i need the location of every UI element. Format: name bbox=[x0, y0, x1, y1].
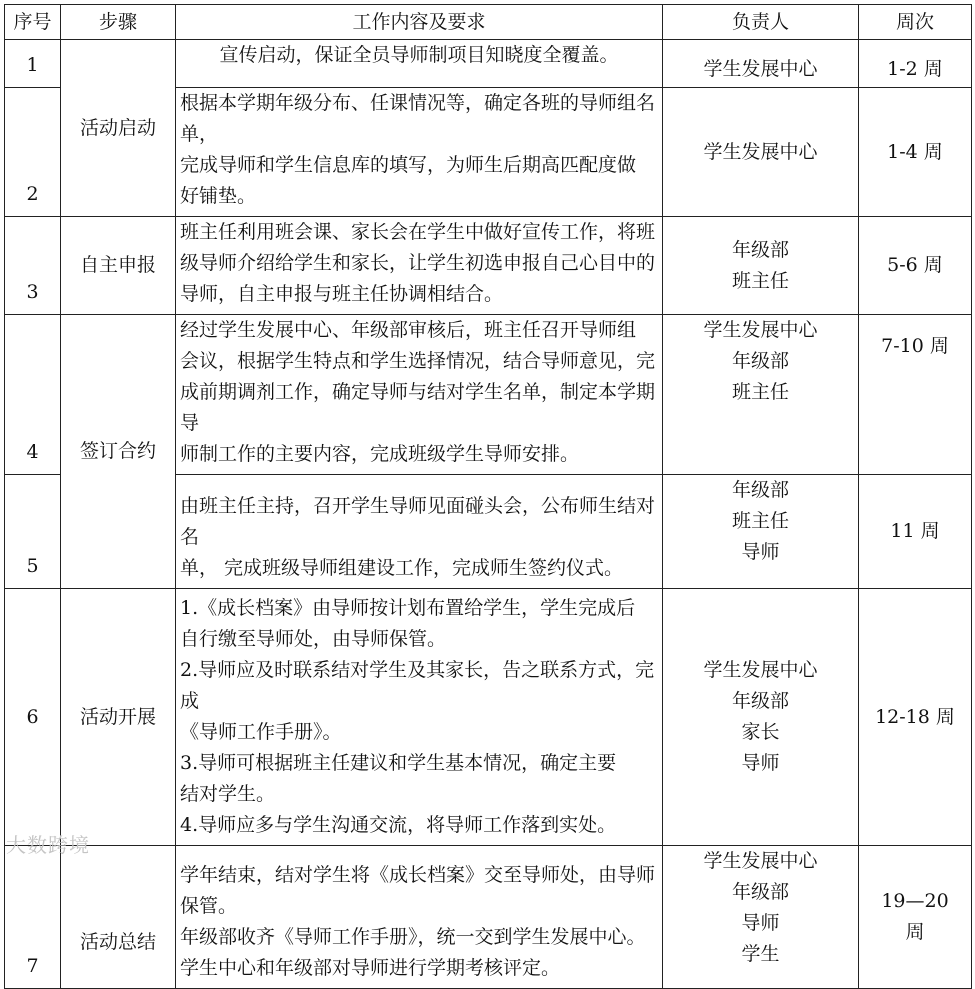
content-line: 单， 完成班级导师组建设工作，完成师生签约仪式。 bbox=[180, 557, 624, 579]
content-line: 班主任利用班会课、家长会在学生中做好宣传工作，将班 bbox=[180, 221, 656, 243]
step-cell: 自主申报 bbox=[61, 217, 176, 315]
content-line: 宣传启动，保证全员导师制项目知晓度全覆盖。 bbox=[219, 44, 619, 66]
week-cell: 1-4 周 bbox=[859, 88, 972, 217]
seq-cell: 2 bbox=[5, 88, 61, 217]
table-row bbox=[5, 846, 972, 989]
table-row bbox=[5, 589, 972, 846]
content-line: 师制工作的主要内容，完成班级学生导师安排。 bbox=[180, 443, 580, 465]
header-step: 步骤 bbox=[61, 5, 176, 40]
owner-line: 年级部 bbox=[731, 479, 789, 501]
owner-line: 学生发展中心 bbox=[703, 659, 818, 681]
content-line: 自行缴至导师处，由导师保管。 bbox=[180, 628, 447, 650]
content-cell bbox=[176, 589, 663, 846]
week-cell: 1-2 周 bbox=[859, 40, 972, 88]
owner-line: 年级部 bbox=[731, 350, 789, 372]
content-cell bbox=[176, 217, 663, 315]
owner-line: 年级部 bbox=[731, 238, 789, 261]
owner-cell bbox=[663, 475, 859, 589]
owner-line: 学生发展中心 bbox=[703, 850, 818, 872]
seq-cell: 6 bbox=[5, 589, 61, 846]
owner-line: 导师 bbox=[741, 912, 780, 934]
content-cell bbox=[176, 88, 663, 217]
work-plan-table bbox=[4, 4, 972, 989]
week-cell: 19—20 周 bbox=[859, 846, 972, 989]
header-content: 工作内容及要求 bbox=[176, 5, 663, 40]
step-cell: 活动开展 bbox=[61, 589, 176, 846]
content-line: 根据本学期年级分布、任课情况等，确定各班的导师组名单， bbox=[180, 92, 656, 145]
week-cell: 5-6 周 bbox=[859, 217, 972, 315]
seq-cell: 1 bbox=[5, 40, 61, 88]
owner-cell bbox=[663, 846, 859, 989]
content-line: 学生中心和年级部对导师进行学期考核评定。 bbox=[180, 957, 561, 979]
seq-cell: 5 bbox=[5, 475, 61, 589]
owner-cell bbox=[663, 40, 859, 88]
step-cell: 签订合约 bbox=[61, 315, 176, 589]
owner-line: 学生发展中心 bbox=[703, 58, 818, 80]
owner-line: 家长 bbox=[741, 721, 780, 743]
content-line: 成前期调剂工作，确定导师与结对学生名单，制定本学期导 bbox=[180, 381, 656, 434]
content-cell bbox=[176, 40, 663, 88]
table-row bbox=[5, 217, 972, 315]
watermark: 大数跨境 bbox=[6, 833, 90, 857]
content-cell bbox=[176, 475, 663, 589]
content-line: 级导师介绍给学生和家长，让学生初选申报自己心目中的 bbox=[180, 252, 656, 274]
owner-line: 学生 bbox=[741, 943, 780, 965]
week-cell: 7-10 周 bbox=[859, 315, 972, 475]
content-line: 由班主任主持，召开学生导师见面碰头会，公布师生结对名 bbox=[180, 495, 656, 548]
header-week: 周次 bbox=[859, 5, 972, 40]
table-row bbox=[5, 40, 972, 88]
seq-cell: 3 bbox=[5, 217, 61, 315]
content-cell bbox=[176, 315, 663, 475]
owner-cell bbox=[663, 315, 859, 475]
content-line: 导师，自主申报与班主任协调相结合。 bbox=[180, 283, 504, 305]
content-line: 1.《成长档案》由导师按计划布置给学生，学生完成后 bbox=[180, 597, 636, 619]
content-line: 2.导师应及时联系结对学生及其家长，告之联系方式，完成 bbox=[180, 659, 655, 712]
content-line: 学年结束，结对学生将《成长档案》交至导师处，由导师保管。 bbox=[180, 864, 656, 917]
owner-line: 学生发展中心 bbox=[703, 319, 818, 341]
content-line: 完成导师和学生信息库的填写，为师生后期高匹配度做 bbox=[180, 154, 637, 176]
owner-line: 学生发展中心 bbox=[703, 140, 818, 163]
content-line: 会议，根据学生特点和学生选择情况，结合导师意见，完 bbox=[180, 350, 656, 372]
week-cell: 11 周 bbox=[859, 475, 972, 589]
content-line: 《导师工作手册》。 bbox=[180, 721, 342, 743]
owner-cell bbox=[663, 589, 859, 846]
owner-line: 班主任 bbox=[731, 510, 789, 532]
owner-line: 班主任 bbox=[731, 269, 789, 292]
owner-cell bbox=[663, 88, 859, 217]
header-seq: 序号 bbox=[5, 5, 61, 40]
content-line: 结对学生。 bbox=[180, 783, 276, 805]
step-cell: 活动启动 bbox=[61, 40, 176, 217]
content-line: 经过学生发展中心、年级部审核后，班主任召开导师组 bbox=[180, 319, 637, 341]
header-row bbox=[5, 5, 972, 40]
owner-cell bbox=[663, 217, 859, 315]
owner-line: 导师 bbox=[741, 752, 780, 774]
content-line: 好铺垫。 bbox=[180, 185, 257, 207]
content-line: 年级部收齐《导师工作手册》，统一交到学生发展中心。 bbox=[180, 926, 646, 948]
seq-cell: 7 bbox=[5, 846, 61, 989]
content-line: 4.导师应多与学生沟通交流，将导师工作落到实处。 bbox=[180, 814, 617, 836]
owner-line: 导师 bbox=[741, 541, 780, 563]
step-cell: 活动总结 bbox=[61, 846, 176, 989]
seq-cell: 4 bbox=[5, 315, 61, 475]
owner-line: 年级部 bbox=[731, 690, 789, 712]
owner-line: 班主任 bbox=[731, 381, 789, 403]
week-cell: 12-18 周 bbox=[859, 589, 972, 846]
table-row bbox=[5, 315, 972, 475]
header-owner: 负责人 bbox=[663, 5, 859, 40]
content-line: 3.导师可根据班主任建议和学生基本情况，确定主要 bbox=[180, 752, 617, 774]
owner-line: 年级部 bbox=[731, 881, 789, 903]
content-cell bbox=[176, 846, 663, 989]
